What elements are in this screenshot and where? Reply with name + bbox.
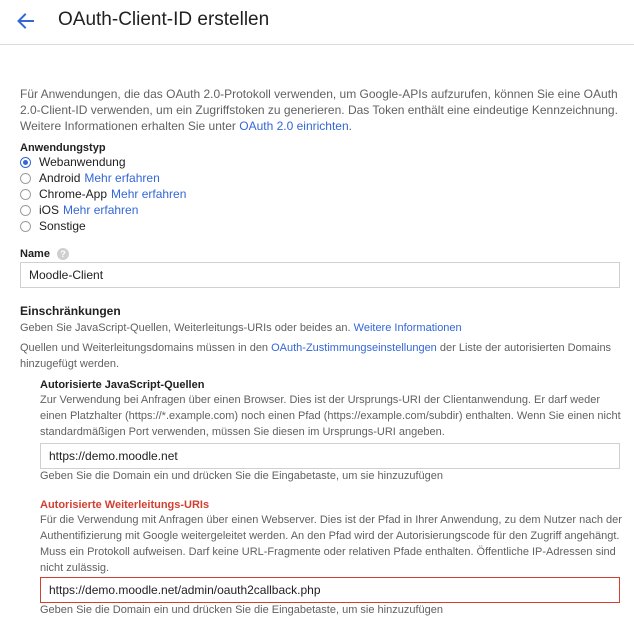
radio-label: iOS <box>39 203 60 217</box>
page-header <box>0 0 634 45</box>
restrictions-desc-2-b: der Liste der autorisierten Domains hinzugefügt werden. <box>20 342 612 370</box>
redirect-uris-label: Autorisierte Weiterleitungs-URIs <box>40 499 210 511</box>
radio-button[interactable] <box>20 221 31 232</box>
radio-ios[interactable] <box>20 202 138 218</box>
radio-label: Chrome-App <box>39 187 108 201</box>
oauth-setup-link[interactable]: OAuth 2.0 einrichten <box>239 119 349 133</box>
app-type-label: Anwendungstyp <box>20 142 106 154</box>
radio-label: Android <box>39 171 81 185</box>
intro-text-2: . <box>348 119 352 133</box>
arrow-left-icon[interactable] <box>12 8 38 34</box>
restrictions-desc-1 <box>20 320 620 336</box>
js-origin-input[interactable]: https://demo.moodle.net <box>40 443 620 469</box>
js-origins-hint: Geben Sie die Domain ein und drücken Sie die Eingabetaste, um sie hinzuzufügen <box>40 470 443 482</box>
redirect-uris-desc: Für die Verwendung mit Anfragen über einen Webserver. Dies ist der Pfad in Ihrer Anwendung, zu dem Nutzer nach der Authentifizierung mit Google weitergeleitet werden. An den Pfad wird der Autorisierungscode für den Zugriff angehängt. Muss ein Protokoll aufweisen. Darf keine URL-Fragmente oder relativen Pfade enthalten. Öffentliche IP-Adressen sind nicht zulässig. <box>40 514 622 574</box>
js-origins-desc: Zur Verwendung bei Anfragen über einen Browser. Dies ist der Ursprungs-URI der Clientanwendung. Er darf weder einen Platzhalter (https://*.example.com) noch einen Pfad (https://example.com/subdir) enthalten. Wenn Sie einen nicht standardmäßigen Port verwenden, müssen Sie diesen im Ursprungs-URI angeben. <box>40 394 621 438</box>
android-learn-more-link[interactable]: Mehr erfahren <box>84 171 160 185</box>
radio-button[interactable] <box>20 157 31 168</box>
name-label: Name <box>20 248 50 260</box>
intro-text <box>20 86 620 134</box>
redirect-uris-hint: Geben Sie die Domain ein und drücken Sie die Eingabetaste, um sie hinzuzufügen <box>40 604 443 616</box>
ios-learn-more-link[interactable]: Mehr erfahren <box>63 203 139 217</box>
radio-android[interactable] <box>20 170 160 186</box>
restrictions-heading: Einschränkungen <box>20 304 121 318</box>
radio-chrome-app[interactable] <box>20 186 186 202</box>
radio-button[interactable] <box>20 173 31 184</box>
radio-button[interactable] <box>20 189 31 200</box>
radio-webanwendung[interactable] <box>20 154 126 170</box>
restrictions-desc-2-a: Quellen und Weiterleitungsdomains müssen in den <box>20 342 272 354</box>
oauth-consent-settings-link[interactable]: OAuth-Zustimmungseinstellungen <box>271 342 437 354</box>
radio-label: Sonstige <box>39 219 86 233</box>
restrictions-desc-2 <box>20 340 620 372</box>
question-mark-icon[interactable]: ? <box>57 248 69 260</box>
radio-label: Webanwendung <box>39 155 126 169</box>
intro-text-1: Für Anwendungen, die das OAuth 2.0-Protokoll verwenden, um Google-APIs aufzurufen, können Sie eine OAuth 2.0-Client-ID verwenden, um ein Zugriffstoken zu generieren. Das Token enthält eine eindeutige Kennzeichnung. Weitere Informationen erhalten Sie unter <box>20 87 618 133</box>
page-title: OAuth-Client-ID erstellen <box>58 9 270 30</box>
redirect-uri-input[interactable]: https://demo.moodle.net/admin/oauth2callback.php <box>40 577 620 603</box>
chrome-app-learn-more-link[interactable]: Mehr erfahren <box>111 187 187 201</box>
js-origins-label: Autorisierte JavaScript-Quellen <box>40 379 205 391</box>
radio-sonstige[interactable] <box>20 218 86 234</box>
radio-button[interactable] <box>20 205 31 216</box>
restrictions-desc-1-text: Geben Sie JavaScript-Quellen, Weiterleitungs-URIs oder beides an. <box>20 322 354 334</box>
more-info-link[interactable]: Weitere Informationen <box>353 322 462 334</box>
name-input[interactable]: Moodle-Client <box>20 262 620 288</box>
